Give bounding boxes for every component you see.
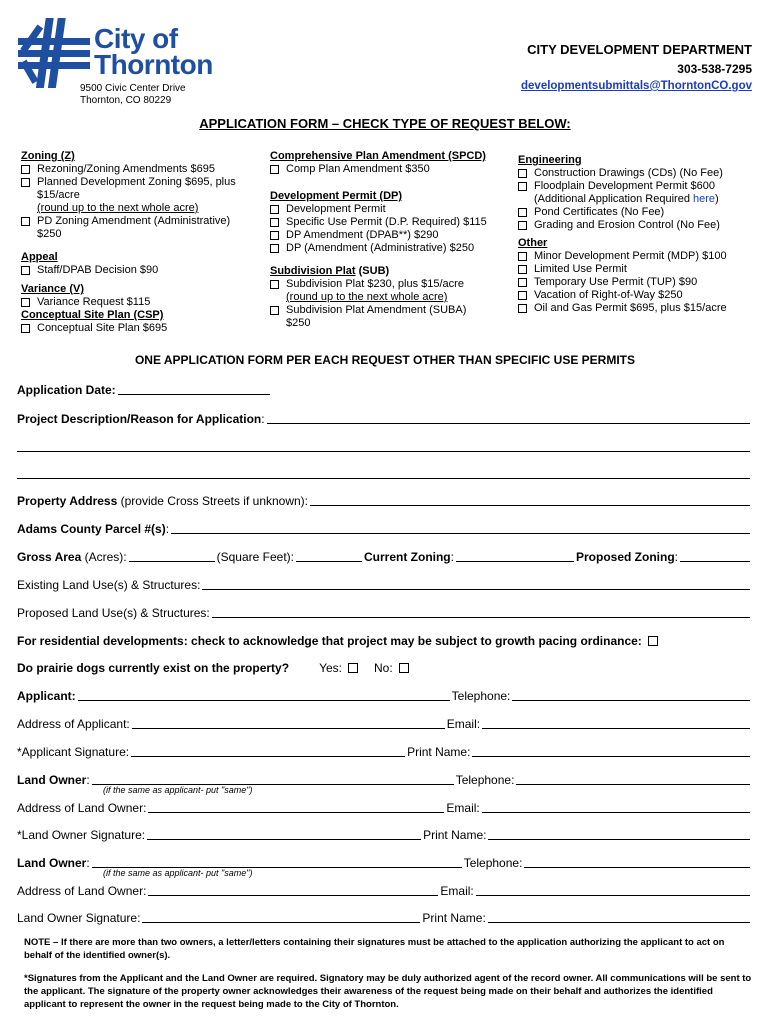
request-column-3: Engineering Construction Drawings (CDs) (No Fee) Floodplain Development Permit $600 (Additional Application Required here) Pond Certificates (No Fee) Grading and Erosion Control (No Fee) Other Minor Development Permit (MDP) $100 Limited Use Permit Temporary Use Permit (TUP) $90 Vacation of Right-of-Way $250 Oil and Gas Permit $695, plus $15/acre [518, 154, 758, 315]
sub-heading: Subdivision Plat (SUB) [270, 265, 390, 277]
land-owner-email-field-2[interactable] [476, 884, 750, 896]
one-application-notice: ONE APPLICATION FORM PER EACH REQUEST OTHER THAN SPECIFIC USE PERMITS [134, 353, 636, 367]
applicant-row: Applicant: Telephone: [17, 687, 752, 703]
department-phone: 303-538-7295 [677, 62, 752, 76]
parcel-row: Adams County Parcel #(s): [17, 520, 752, 536]
applicant-telephone-field[interactable] [512, 689, 750, 701]
prairie-dogs-row: Do prairie dogs currently exist on the property? Yes: No: [17, 659, 752, 675]
limited-use-checkbox[interactable] [518, 265, 527, 274]
city-address: 9500 Civic Center Drive Thornton, CO 80229 [80, 83, 186, 106]
land-owner-signature-row-1: *Land Owner Signature: Print Name: [17, 826, 752, 842]
dp-amendment-admin-checkbox[interactable] [270, 244, 279, 253]
applicant-email-field[interactable] [482, 717, 750, 729]
applicant-signature-field[interactable] [131, 745, 405, 757]
development-permit-checkbox[interactable] [270, 205, 279, 214]
land-owner-telephone-field-2[interactable] [524, 856, 750, 868]
signatures-required-note: *Signatures from the Applicant and the Land Owner are required. Signatory may be duly authorized agent of the record owner. All communications will be sent to the applicant. The signature of the property owner acknowledges their awareness of the request being made on their behalf and authorizes the identified applicant to represent the owner in the request being made to the City of Thornton. [24, 973, 752, 1010]
construction-drawings-checkbox[interactable] [518, 169, 527, 178]
applicant-address-field[interactable] [132, 717, 445, 729]
proposed-use-row: Proposed Land Use(s) & Structures: [17, 604, 752, 620]
grading-erosion-checkbox[interactable] [518, 221, 527, 230]
land-owner-row-1: Land Owner: Telephone: [17, 771, 752, 787]
request-column-2: Comprehensive Plan Amendment (SPCD) Comp Plan Amendment $350 Development Permit (DP) Development Permit Specific Use Permit (D.P. Required) $115 DP Amendment (DPAB**) $290 DP (Amendment (Administrative) $250 Subdivision Plat (SUB) Subdivision Plat $230, plus $15/acre (round up to the next whole acre) Subdivision Plat Amendment (SUBA) $250 [270, 150, 510, 330]
city-logo-mark-icon [16, 16, 92, 90]
land-owner-address-field-1[interactable] [148, 801, 444, 813]
appeal-heading: Appeal [21, 251, 58, 263]
land-owner-print-name-field-2[interactable] [488, 911, 750, 923]
floodplain-permit-checkbox[interactable] [518, 182, 527, 191]
land-owner-telephone-field-1[interactable] [516, 773, 750, 785]
rezoning-checkbox[interactable] [21, 165, 30, 174]
form-title: APPLICATION FORM – CHECK TYPE OF REQUEST BELOW: [199, 116, 571, 131]
application-date-row: Application Date: [17, 381, 272, 397]
land-owner-email-field-1[interactable] [482, 801, 750, 813]
csp-heading: Conceptual Site Plan (CSP) [21, 309, 164, 321]
dp-amendment-dpab-checkbox[interactable] [270, 231, 279, 240]
department-email-link[interactable]: developmentsubmittals@ThorntonCO.gov [521, 80, 752, 92]
city-logo-text: City of Thornton [94, 23, 213, 80]
spcd-heading: Comprehensive Plan Amendment (SPCD) [270, 150, 486, 162]
pd-zoning-amendment-checkbox[interactable] [21, 217, 30, 226]
property-address-row: Property Address (provide Cross Streets if unknown): [17, 492, 752, 508]
oil-gas-checkbox[interactable] [518, 304, 527, 313]
other-heading: Other [518, 237, 548, 249]
variance-heading: Variance (V) [21, 283, 84, 295]
land-owner-signature-row-2: Land Owner Signature: Print Name: [17, 909, 752, 925]
property-address-field[interactable] [310, 494, 750, 506]
project-description-field[interactable] [267, 412, 750, 424]
land-owner-field-2[interactable] [92, 856, 462, 868]
pond-certificates-checkbox[interactable] [518, 208, 527, 217]
department-contact [521, 42, 752, 92]
proposed-use-field[interactable] [212, 606, 750, 618]
existing-use-field[interactable] [202, 578, 750, 590]
staff-dpab-checkbox[interactable] [21, 266, 30, 275]
land-owner-print-name-field-1[interactable] [488, 828, 750, 840]
gross-area-acres-field[interactable] [129, 550, 215, 562]
same-as-applicant-hint-1: (if the same as applicant- put "same") [103, 785, 253, 795]
csp-checkbox[interactable] [21, 324, 30, 333]
prairie-dogs-yes-checkbox[interactable] [348, 663, 358, 673]
land-owner-address-row-1: Address of Land Owner: Email: [17, 799, 752, 815]
minor-development-checkbox[interactable] [518, 252, 527, 261]
growth-pacing-checkbox[interactable] [648, 636, 658, 646]
land-owner-signature-field-1[interactable] [147, 828, 421, 840]
project-description-field-3[interactable] [17, 467, 750, 479]
land-owner-signature-field-2[interactable] [142, 911, 420, 923]
land-owner-address-row-2: Address of Land Owner: Email: [17, 882, 752, 898]
applicant-print-name-field[interactable] [472, 745, 750, 757]
proposed-zoning-field[interactable] [680, 550, 750, 562]
land-owner-row-2: Land Owner: Telephone: [17, 854, 752, 870]
area-zoning-row: Gross Area (Acres): (Square Feet): Current Zoning: Proposed Zoning: [17, 548, 752, 564]
subdivision-amendment-checkbox[interactable] [270, 306, 279, 315]
gross-area-sqft-field[interactable] [296, 550, 362, 562]
subdivision-plat-checkbox[interactable] [270, 280, 279, 289]
applicant-signature-row: *Applicant Signature: Print Name: [17, 743, 752, 759]
applicant-field[interactable] [78, 689, 450, 701]
application-date-field[interactable] [118, 383, 270, 395]
applicant-address-row: Address of Applicant: Email: [17, 715, 752, 731]
prairie-dogs-no-checkbox[interactable] [399, 663, 409, 673]
request-column-1: Zoning (Z) Rezoning/Zoning Amendments $695 Planned Development Zoning $695, plus $15/acre (round up to the next whole acre) PD Zoning Amendment (Administrative) $250 Appeal Staff/DPAB Decision $90 Variance (V) Variance Request $115 Conceptual Site Plan (CSP) Conceptual Site Plan $695 [21, 150, 261, 335]
specific-use-permit-checkbox[interactable] [270, 218, 279, 227]
temporary-use-checkbox[interactable] [518, 278, 527, 287]
department-name: CITY DEVELOPMENT DEPARTMENT [527, 42, 752, 57]
land-owner-field-1[interactable] [92, 773, 454, 785]
parcel-field[interactable] [171, 522, 750, 534]
same-as-applicant-hint-2: (if the same as applicant- put "same") [103, 868, 253, 878]
current-zoning-field[interactable] [456, 550, 574, 562]
residential-row: For residential developments: check to acknowledge that project may be subject to growth pacing ordinance: [17, 632, 752, 648]
multiple-owners-note: NOTE – If there are more than two owners, a letter/letters containing their signatures must be attached to the application authorizing the applicant to act on behalf of the identified owner(s). [24, 937, 725, 961]
floodplain-here-link[interactable]: here [693, 193, 716, 205]
project-description-line-2 [17, 438, 752, 454]
vacation-row-checkbox[interactable] [518, 291, 527, 300]
land-owner-address-field-2[interactable] [148, 884, 438, 896]
variance-request-checkbox[interactable] [21, 298, 30, 307]
engineering-heading: Engineering [518, 154, 582, 166]
existing-use-row: Existing Land Use(s) & Structures: [17, 576, 752, 592]
zoning-heading: Zoning (Z) [21, 150, 75, 162]
pd-zoning-checkbox[interactable] [21, 178, 30, 187]
comp-plan-checkbox[interactable] [270, 165, 279, 174]
project-description-field-2[interactable] [17, 440, 750, 452]
dp-heading: Development Permit (DP) [270, 190, 403, 202]
project-description-line-3 [17, 465, 752, 481]
project-description-row: Project Description/Reason for Application: [17, 410, 752, 426]
